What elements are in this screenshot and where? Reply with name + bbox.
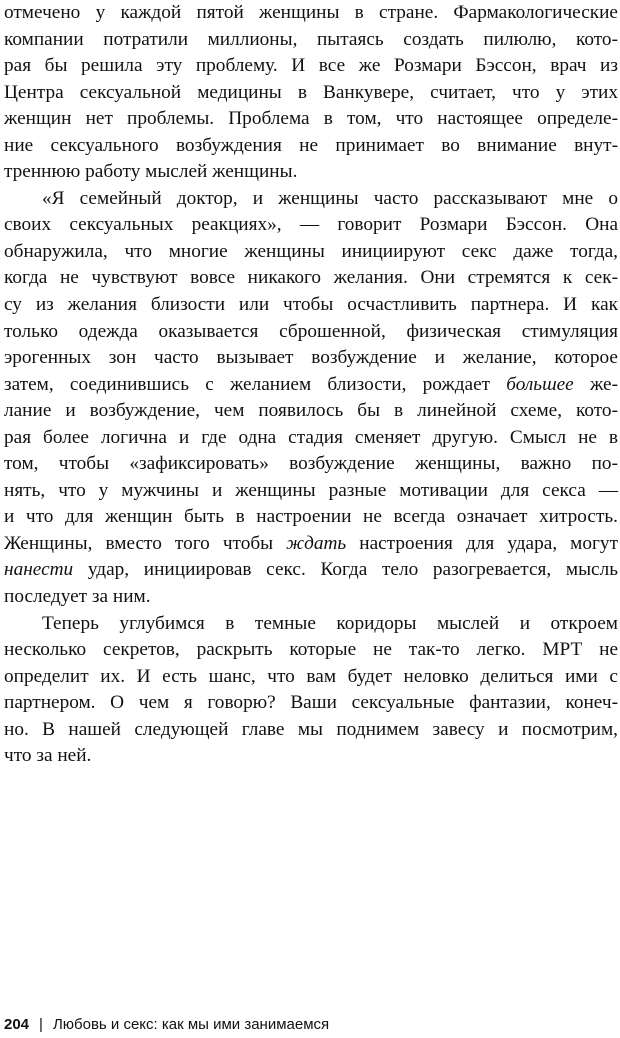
text-segment: ние сексуального возбуждения не принимает во внимание внут-: [4, 134, 618, 156]
text-segment: «Я семейный доктор, и женщины часто рассказывают мне о: [42, 187, 618, 209]
text-line: [4, 557, 618, 584]
text-segment: треннюю работу мыслей женщины.: [4, 161, 298, 183]
text-line: [4, 425, 618, 452]
text-line: [4, 345, 618, 372]
text-segment: отмечено у каждой пятой женщины в стране. Фармакологические: [4, 2, 618, 23]
text-segment: удар, инициировав секс. Когда тело разогревается, мысль: [73, 559, 618, 581]
text-segment: эрогенных зон часто вызывает возбуждение и желание, которое: [4, 347, 618, 369]
text-segment: Теперь углубимся в темные коридоры мыслей и откроем: [42, 612, 618, 634]
text-line: [4, 372, 618, 399]
text-line: [4, 53, 618, 80]
text-segment: компании потратили миллионы, пытаясь создать пилюлю, кото-: [4, 28, 618, 50]
text-line: [4, 0, 618, 27]
text-line: [4, 451, 618, 478]
footer-separator: |: [39, 1015, 43, 1033]
text-line: [4, 106, 618, 133]
text-segment: настроения для удара, могут: [346, 532, 618, 554]
text-segment: Женщины, вместо того чтобы: [4, 532, 287, 554]
text-line: [4, 212, 618, 239]
text-line: [4, 292, 618, 319]
text-line: [4, 27, 618, 54]
text-segment: обнаружила, что многие женщины инициируют секс даже тогда,: [4, 240, 618, 262]
text-line: [4, 159, 618, 186]
text-segment: том, чтобы «зафиксировать» возбуждение женщины, важно по-: [4, 453, 618, 475]
text-segment: определит их. И есть шанс, что вам будет неловко делиться ими с: [4, 665, 618, 687]
text-line: [4, 611, 618, 638]
text-line: [4, 265, 618, 292]
text-line: [4, 690, 618, 717]
text-segment: нять, что у мужчины и женщины разные мотивации для секса —: [4, 479, 618, 501]
text-segment: рая бы решила эту проблему. И все же Розмари Бэссон, врач из: [4, 55, 618, 77]
text-line: [4, 478, 618, 505]
italic-text: большее: [506, 373, 574, 395]
text-line: [4, 584, 618, 611]
text-line: [4, 637, 618, 664]
text-segment: затем, соединившись с желанием близости, рождает: [4, 373, 507, 395]
text-line: [4, 664, 618, 691]
text-segment: рая более логична и где одна стадия сменяет другую. Смысл не в: [4, 426, 618, 448]
text-line: [4, 504, 618, 531]
text-line: [4, 133, 618, 160]
text-line: [4, 319, 618, 346]
text-line: [4, 398, 618, 425]
text-line: [4, 186, 618, 213]
running-title: Любовь и секс: как мы ими занимаемся: [52, 1015, 330, 1033]
page-number: 204: [4, 1015, 30, 1033]
italic-text: нанести: [4, 559, 74, 581]
text-segment: только одежда оказывается сброшенной, физическая стимуляция: [4, 320, 618, 342]
text-line: [4, 717, 618, 744]
text-segment: женщин нет проблемы. Проблема в том, что настоящее определе-: [4, 108, 618, 130]
text-segment: когда не чувствуют вовсе никакого желания. Они стремятся к сек-: [4, 267, 618, 289]
page-footer: [4, 1012, 329, 1036]
text-segment: су из желания близости или чтобы осчастливить партнера. И как: [4, 294, 618, 316]
text-line: [4, 531, 618, 558]
text-segment: и что для женщин быть в настроении не всегда означает хитрость.: [4, 506, 618, 528]
body-text: [4, 0, 618, 770]
text-line: [4, 239, 618, 266]
text-segment: же-: [573, 373, 618, 395]
text-segment: несколько секретов, раскрыть которые не так-то легко. МРТ не: [4, 639, 618, 661]
text-segment: последует за ним.: [4, 586, 151, 608]
text-segment: партнером. О чем я говорю? Ваши сексуальные фантазии, конеч-: [4, 692, 618, 714]
text-segment: но. В нашей следующей главе мы поднимем завесу и посмотрим,: [4, 718, 618, 740]
text-segment: Центра сексуальной медицины в Ванкувере, считает, что у этих: [4, 81, 618, 103]
text-segment: что за ней.: [4, 745, 92, 767]
italic-text: ждать: [286, 532, 347, 554]
text-segment: своих сексуальных реакциях», — говорит Розмари Бэссон. Она: [4, 214, 618, 236]
text-segment: лание и возбуждение, чем появилось бы в линейной схеме, кото-: [4, 400, 618, 422]
text-line: [4, 743, 618, 770]
text-line: [4, 80, 618, 107]
